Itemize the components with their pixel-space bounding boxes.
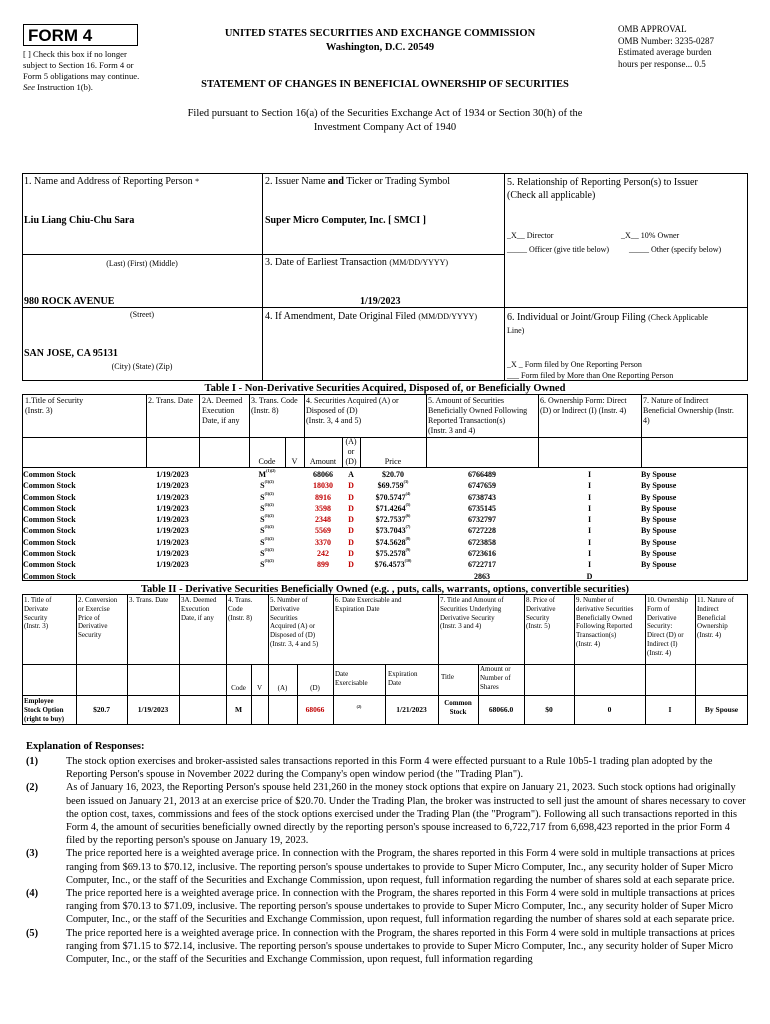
header-line: (Instr. 4) [697,631,722,640]
header-line: Code [228,604,243,613]
note-number: (1) [26,756,39,767]
table-row [23,559,747,570]
t2-row-nature: By Spouse [704,705,739,714]
street-caption: (Street) [130,310,154,319]
cell-price: $70.5747$^{(4)}$ [375,490,411,502]
box6-label: 6. Individual or Joint/Group Filing (Check Applicable Line) [507,312,708,335]
cell-amount: 18030 [313,481,333,491]
header-line: 10. Ownership [647,596,689,604]
t2-row-d: 68066 [305,705,325,714]
cell-deemed [199,514,249,525]
cell-nature: By Spouse [641,549,677,559]
t2-c4 [228,596,252,622]
header-line: (Instr. 5) [526,622,551,631]
header-line: 3. Trans. Date [129,596,169,604]
t2-c1 [24,596,51,631]
note-text: The stock option exercises and broker-assisted sales transactions reported in this Form 4 were effected pursuant to a Rule 10b5-1 trading plan adopted by the Reporting Person's spouse in November 2022 during the Company's open window period (the "Trading Plan"). [66,756,713,781]
t1-sub-code: Code [258,457,276,466]
header-line: Disposed of (D) [270,631,316,640]
cell-v [285,469,304,480]
header-line: Amount or [480,665,511,673]
t1-col2-header: 2. Trans. Date [148,396,193,405]
cell-nature: By Spouse [641,470,677,479]
cell-aord: D [348,503,354,513]
header-line: Beneficial [697,613,726,622]
explanation-note [26,781,746,847]
table-row [23,514,747,525]
explanation-note [26,927,746,967]
cell-form: I [587,470,592,479]
cell-title: Common Stock [23,470,76,479]
box4-label: 4. If Amendment, Date Original Filed (MM/DD/YYYY) [265,311,477,322]
row-line: Employee [24,697,54,705]
box3-label: 3. Date of Earliest Transaction (MM/DD/YYYY) [265,257,449,268]
cell-deemed [199,469,249,480]
header-line: 3A. Deemed [181,596,217,604]
omb-approval [618,24,714,70]
cell-nature: By Spouse [641,515,677,525]
header-line: 1. Title of [24,596,52,604]
header-line: 7. Title and Amount of [440,596,504,604]
header-line: Derivative [526,604,556,613]
t2-c10 [647,596,688,658]
t2-c6 [335,596,401,614]
header-line: Indirect (I) [647,639,678,648]
cell-v [285,571,304,582]
header-line: Derivative [270,604,300,613]
t2-row-form: I [668,705,672,714]
note-text: The price reported here is a weighted average price. In connection with the Program, the shares reported in this Form 4 were sold in multiple transactions at prices ranging from $71.15 to $72.14, inclusive. The reporting person's spouse undertakes to provide to Super Micro Computer, Inc., any security holder of Super Micro Computer, Inc., or the staff of the Securities and Exchange Commission, upon request, full information regarding [66,927,735,966]
header-line: 9. Number of [576,596,614,604]
cell-code [249,571,285,582]
header-line: (Instr. 4) [647,648,672,657]
cell-owned: 6735145 [468,503,496,513]
cell-amount: 242 [317,549,329,559]
explanation-note [26,847,746,887]
cell-owned: 6766489 [468,470,496,479]
header-line: Beneficially Owned [576,613,633,622]
note-text: The price reported here is a weighted average price. In connection with the Program, the shares reported in this Form 4 were sold in multiple transactions at prices ranging from $69.13 to $70.12, inclusive. The reporting person's spouse undertakes to provide to Super Micro Computer, Inc., any security holder of Super Micro Computer, Inc., or the staff of the Securities and Exchange Commission, upon request, full information regarding the number of shares sold at each separate price. [66,848,735,886]
cell-date: 1/19/2023 [156,503,189,513]
t2-row-title [24,697,64,724]
form-title: FORM 4 [28,26,93,45]
cell-date: 1/19/2023 [156,481,189,491]
header-line: 11. Nature of [697,596,734,604]
filed-pursuant-line2: Investment Company Act of 1940 [313,122,457,133]
cell-amount: 8916 [315,492,331,502]
cell-code: $S^{(1)(2)}$ [260,547,274,559]
t2-sub-expiration [388,670,418,688]
header-line: Securities Underlying [440,604,502,613]
cell-owned: 6723616 [468,549,496,559]
explanation-notes [26,755,746,966]
cell-aord: D [348,492,354,502]
table-row [23,492,747,503]
header-line: Form of [647,604,670,613]
instruction-text: Instruction 1(b). [34,82,93,92]
t1-col5-header: 5. Amount of Securities Beneficially Owned Following Reported Transaction(s) (Instr. 3 and 4) [428,396,528,435]
filed-pursuant-line1: Filed pursuant to Section 16(a) of the Securities Exchange Act of 1934 or Section 30(h) of the [187,108,583,119]
check-box-notice [23,49,153,93]
cell-date: 1/19/2023 [156,537,189,547]
header-line: Acquired (A) or [270,622,316,631]
t2-row-deriv-price: $0 [545,705,553,714]
table-row [23,469,747,480]
cell-code: $S^{(1)(2)}$ [260,524,274,536]
table2-title: Table II - Derivative Securities Beneficially Owned (e.g. , puts, calls, warrants, options, convertible securities) [140,584,630,595]
cell-date: 1/19/2023 [156,526,189,536]
cell-date: 1/19/2023 [156,515,189,525]
cell-amount: 899 [317,560,329,570]
cell-amount: 3598 [315,503,331,513]
cell-title: Common Stock [23,571,76,581]
table-row [23,571,747,582]
omb-line4: hours per response... 0.5 [618,58,706,69]
header-line: Direct (D) or [647,631,684,640]
t2-row-underlying-title [438,699,478,717]
cell-owned: 2863 [474,571,490,581]
other-check: _____ Other (specify below) [629,245,722,254]
director-check: _X__ Director [507,231,554,240]
row-line: Stock Option [24,706,64,714]
t2-sub-code: Code [231,684,246,692]
header-line: Execution [181,604,210,613]
cell-aord [342,571,360,582]
cell-deemed [199,480,249,491]
cell-nature [641,571,747,582]
cell-aord: D [348,526,354,536]
header-line: Transaction(s) [576,631,617,640]
name-caption: (Last) (First) (Middle) [106,259,178,268]
t2-c11 [697,596,734,640]
cell-price: $74.5628$^{(8)}$ [375,535,411,547]
header-line: Ownership [697,622,728,631]
issuer-name: Super Micro Computer, Inc. [ SMCI ] [265,215,426,226]
t1-sub-aord: (A) or (D) [345,437,357,466]
cell-form: I [587,537,592,547]
cell-price: $71.4264$^{(5)}$ [375,501,411,513]
header-line: Following Reported [576,622,633,631]
cell-amount: 68066 [313,470,333,479]
reporting-street: 980 ROCK AVENUE [24,296,115,307]
cell-title: Common Stock [23,526,76,536]
t2-sub-v: V [256,684,263,692]
officer-check: _____ Officer (give title below) [507,245,610,254]
t2-c2 [78,596,117,640]
agency-line1: UNITED STATES SECURITIES AND EXCHANGE COMMISSION [224,28,536,39]
cell-amount: 3370 [315,537,331,547]
cell-deemed [199,525,249,536]
earliest-transaction-date: 1/19/2023 [360,296,401,307]
header-line: Derivative [78,622,108,631]
omb-line1: OMB APPROVAL [618,24,687,34]
t1-sub-v: V [291,457,298,466]
cell-v [285,514,304,525]
t2-sub-d: (D) [310,684,320,692]
cell-code: $S^{(1)(2)}$ [260,490,274,502]
header-line: 4. Trans. [228,596,253,604]
t2-row-date: 1/19/2023 [137,705,169,714]
header-line: Expiration Date [335,604,380,613]
agency-line2: Washington, D.C. 20549 [325,42,435,53]
cell-aord: D [348,515,354,525]
city-caption: (City) (State) (Zip) [111,362,173,371]
table1-rows [23,469,747,582]
cell-code: $M^{(1)(2)}$ [258,468,276,479]
cell-v [285,492,304,503]
cell-nature: By Spouse [641,526,677,536]
cell-owned: 6727228 [468,526,496,536]
cell-owned: 6732797 [468,515,496,525]
cell-form: I [587,481,592,491]
cell-code: $S^{(1)(2)}$ [260,558,274,570]
header-line: Security [24,613,48,622]
header-line: 8. Price of [526,596,555,604]
cell-nature: By Spouse [641,481,677,491]
cell-price: $76.4573$^{(10)}$ [374,558,412,570]
t2-c7 [440,596,504,631]
header-line: Indirect [697,604,719,613]
note-number: (2) [26,782,39,794]
cell-title: Common Stock [23,515,76,525]
t2-row-underlying-amount: 68066.0 [488,705,514,714]
reporting-section [22,173,748,381]
header-line: Securities [270,613,298,622]
header-line: 2. Conversion [78,596,118,604]
header-line: Derivative Security [440,613,495,622]
cell-code: $S^{(1)(2)}$ [260,513,274,525]
cell-deemed [199,559,249,570]
cell-nature: By Spouse [641,503,677,513]
cell-v [285,480,304,491]
header-line: (Instr. 8) [228,613,253,622]
explanation-note [26,887,746,927]
cell-amount: 5569 [315,526,331,536]
header-line: Expiration [388,670,418,678]
cell-code: $S^{(1)(2)}$ [260,535,274,547]
cell-aord: D [348,549,354,559]
cell-amount: 2348 [315,515,331,525]
cell-form: I [587,549,592,559]
t2-sub-a: (A) [277,684,288,692]
cell-title: Common Stock [23,537,76,547]
header-line: (Instr. 4) [576,639,601,648]
cell-deemed [199,503,249,514]
header-line: Security: [647,622,673,631]
cell-aord: D [348,560,354,570]
t1-sub-amount: Amount [309,457,337,466]
statement-title: STATEMENT OF CHANGES IN BENEFICIAL OWNERSHIP OF SECURITIES [201,79,569,90]
cell-title: Common Stock [23,549,76,559]
note-number: (3) [26,848,39,860]
one-reporting-person: _X _ Form filed by One Reporting Person [507,360,642,369]
omb-line2: OMB Number: 3235-0287 [618,35,714,46]
cell-price: $20.70 [382,470,404,479]
cell-date: 1/19/2023 [156,549,189,559]
cell-v [285,503,304,514]
t1-col7-header: 7. Nature of Indirect Beneficial Ownership (Instr. 4) [643,396,734,425]
header-line: (Instr. 3 and 4) [440,622,482,631]
header-line: Security [526,613,550,622]
t2-c5 [270,596,318,649]
cell-code: $S^{(1)(2)}$ [260,479,274,491]
header-line: Date [388,678,402,687]
cell-price: $75.2578$^{(9)}$ [375,547,411,559]
t1-col4-header: 4. Securities Acquired (A) or Disposed of (D) (Instr. 3, 4 and 5) [306,396,399,425]
header-line: Price of [78,613,100,622]
box1-label: 1. Name and Address of Reporting Person * [24,176,200,187]
cell-price [360,571,426,582]
cell-owned: 6738743 [468,492,496,502]
t1-col1-header: 1.Title of Security (Instr. 3) [25,396,84,415]
cell-form: I [587,515,592,525]
cell-aord: D [348,481,354,491]
cell-price: $73.7043$^{(7)}$ [375,524,411,536]
cell-form: I [587,560,592,570]
note-number: (4) [26,888,39,900]
cell-v [285,537,304,548]
header-line: 6. Date Exercisable and [335,596,402,604]
t2-row-expiration: 1/21/2023 [396,705,427,714]
cell-title: Common Stock [23,492,76,502]
explanation-heading: Explanation of Responses: [26,741,145,752]
cell-form: I [587,526,592,536]
ten-pct-owner-check: _X__ 10% Owner [621,231,680,240]
header-line: Date, if any [181,613,214,622]
cell-owned: 6747659 [468,481,496,491]
t1-col2a-header: 2A. Deemed Execution Date, if any [202,396,243,425]
header-line: derivative Securities [576,604,634,613]
t1-col3-header: 3. Trans. Code (Instr. 8) [251,396,298,415]
t2-c3 [129,596,168,605]
table1-title: Table I - Non-Derivative Securities Acquired, Disposed of, or Beneficially Owned [204,383,566,394]
cell-deemed [199,492,249,503]
header-line: or Exercise [78,604,110,613]
header-line: Exercisable [335,678,368,687]
cell-date: 1/19/2023 [156,560,189,570]
form-title-box [23,24,138,46]
cell-title: Common Stock [23,481,76,491]
note-text: As of January 16, 2023, the Reporting Person's spouse held 231,260 in the money stock options that expire on January 21, 2023. Such stock options had originally been issued on January 21, 2013 at an exercise price of $20.70. Under the Trading Plan, the broker was instructed to sell just the amount of shares necessary to cover the option cost, taxes, commissions and fees of the stock options exercised under the Trading Plan (the "Program"). Following all such transactions reported in this Form 4, the amount of securities beneficially owned directly by the reporting person's spouse increased to 6,722,717 from 6,698,423 reported in the prior Form 4 filed by the reporting person's spouse on January 19, 2023. [66,782,746,847]
header-line: Number of [480,673,511,682]
t2-sub-exercisable [335,670,368,688]
header-line: Date [335,670,349,678]
table-row [23,537,747,548]
t2-row-exercisable: (2) [356,704,362,709]
t2-c9 [576,596,633,649]
cell-deemed [199,548,249,559]
t2-row-owned: 0 [607,705,612,714]
cell-date: 1/19/2023 [156,492,189,502]
header-line: (Instr. 3) [24,622,49,631]
cell-price: $72.7537$^{(6)}$ [375,513,411,525]
cell-v [285,548,304,559]
t1-col6-header: 6. Ownership Form: Direct (D) or Indirect (I) (Instr. 4) [540,396,627,415]
t1-sub-price: Price [384,457,402,466]
cell-aord: D [348,537,354,547]
t2-row-price: $20.7 [93,705,110,714]
row-line: (right to buy) [24,715,65,723]
cell-deemed [199,537,249,548]
cell-form: I [587,503,592,513]
box5-label: 5. Relationship of Reporting Person(s) to Issuer (Check all applicable) [507,177,698,201]
cell-deemed [199,571,249,582]
cell-form: D [586,571,593,581]
t2-row-code: M [234,705,243,714]
header-line: Security [78,631,102,640]
header-line: 5. Number of [270,596,308,604]
header-line: Shares [480,682,499,691]
reporting-city: SAN JOSE, CA 95131 [24,348,118,359]
table-row [23,548,747,559]
header-line: Derivative [647,613,677,622]
cell-v [285,559,304,570]
header-line: Derivate [24,604,49,613]
table-row [23,480,747,491]
note-number: (5) [26,927,39,939]
table-row [23,525,747,536]
cell-owned: 6722717 [468,560,496,570]
cell-aord: A [348,470,354,479]
t2-sub-title: Title [441,673,454,681]
see-label: See [23,82,35,92]
cell-amount [304,571,342,582]
row-line: Common [444,699,472,707]
cell-form: I [587,492,592,502]
header-line: (Instr. 3, 4 and 5) [270,639,319,648]
cell-code: $S^{(1)(2)}$ [260,501,274,513]
cell-nature: By Spouse [641,492,677,502]
reporting-person-name: Liu Liang Chiu-Chu Sara [24,215,135,226]
row-line: Stock [449,708,467,716]
more-reporting-persons: ___ Form filed by More than One Reporting Person [507,371,674,380]
t2-c3a [181,596,216,622]
cell-title: Common Stock [23,560,76,570]
cell-nature: By Spouse [641,560,677,570]
note-text: The price reported here is a weighted average price. In connection with the Program, the shares reported in this Form 4 were sold in multiple transactions at prices ranging from $70.13 to $71.09, inclusive. The reporting person's spouse undertakes to provide to Super Micro Computer, Inc., any security holder of Super Micro Computer, Inc., or the staff of the Securities and Exchange Commission, upon request, full information regarding the number of shares sold at each separate price. [66,888,735,926]
explanation-note [26,755,746,781]
cell-price: $69.759$^{(3)}$ [377,479,409,491]
cell-date: 1/19/2023 [156,470,189,479]
t2-c8 [526,596,556,631]
t2-sub-amount [480,665,511,691]
cell-v [285,525,304,536]
check-box-text: [ ] Check this box if no longer subject to Section 16. Form 4 or Form 5 obligations may continue. [23,49,140,81]
cell-date [146,571,199,582]
cell-owned: 6723858 [468,537,496,547]
cell-title: Common Stock [23,503,76,513]
box2-label: 2. Issuer Name and Ticker or Trading Symbol [265,176,451,187]
table-row [23,503,747,514]
cell-nature: By Spouse [641,537,677,547]
omb-line3: Estimated average burden [618,47,712,57]
